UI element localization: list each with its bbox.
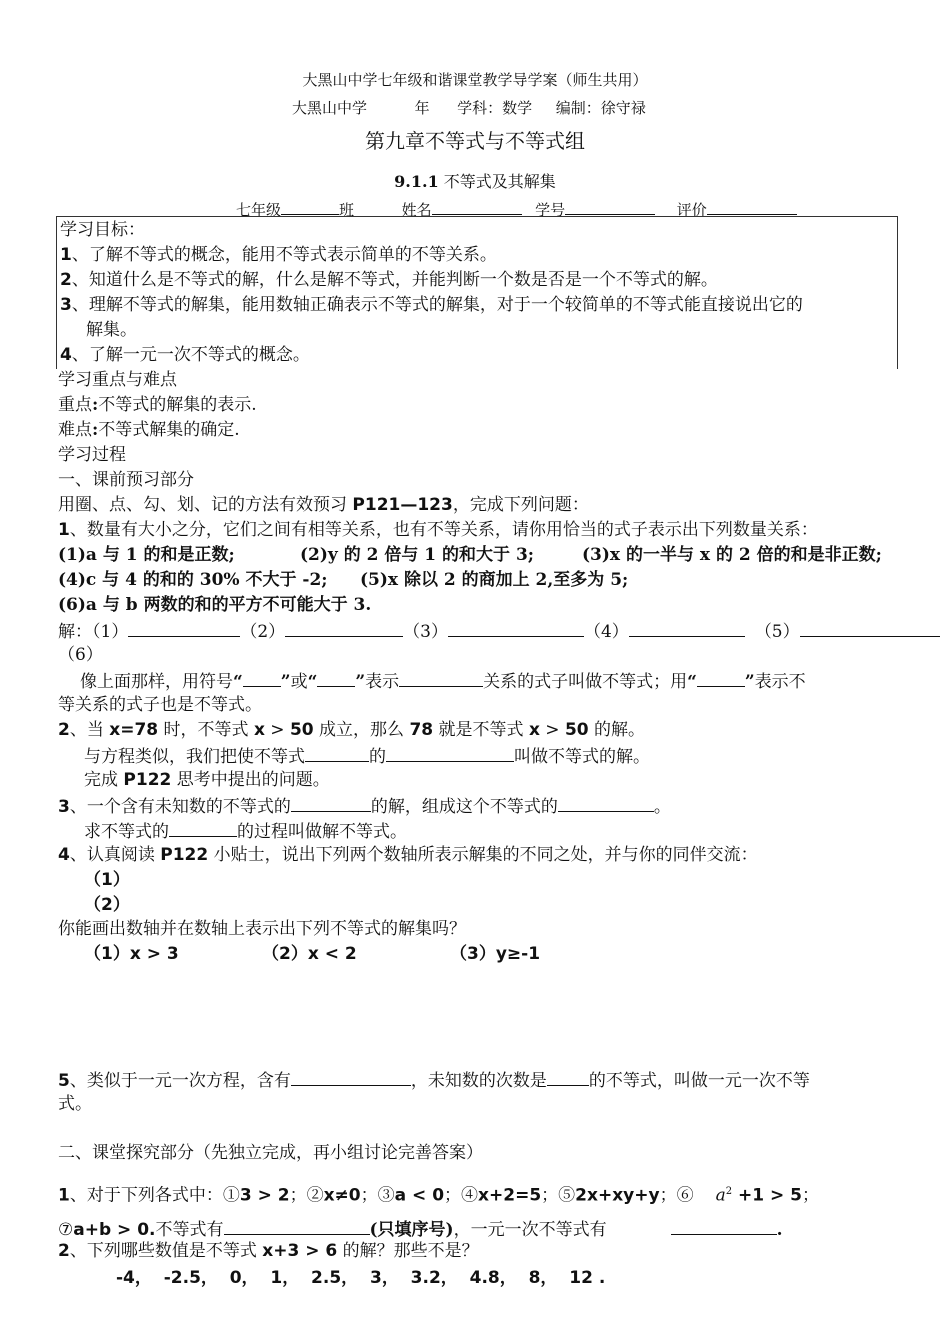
symbol-blank[interactable]	[317, 669, 355, 687]
q4-sub-2: （2）	[84, 895, 130, 915]
objective-item-continued: 解集。	[86, 320, 137, 340]
objective-item: 4、了解一元一次不等式的概念。	[60, 345, 310, 365]
q1-item: (2)y 的 2 倍与 1 的和大于 3;	[300, 545, 535, 565]
q4-inequality: （1）x > 3	[84, 944, 179, 964]
chapter-title: 第九章不等式与不等式组	[365, 129, 585, 153]
school-name: 大黑山中学	[292, 99, 368, 117]
header-title: 大黑山中学七年级和谐课堂教学导学案（师生共用）	[302, 71, 648, 89]
year-label: 年	[414, 99, 430, 117]
eval-blank[interactable]	[707, 197, 797, 215]
question-1: 1、数量有大小之分，它们之间有相等关系，也有不等关系，请你用恰当的式子表示出下列数量关系：	[58, 520, 818, 540]
fill-blank[interactable]	[291, 794, 371, 812]
q5-line-2: 式。	[58, 1094, 92, 1114]
q1-item: (6)a 与 b 两数的和的平方不可能大于 3.	[58, 595, 372, 615]
q1-item: (1)a 与 1 的和是正数;	[58, 545, 235, 565]
editor-label: 编制：徐守禄	[555, 99, 646, 117]
objective-item: 2、知道什么是不等式的解，什么是解不等式，并能判断一个数是否是一个不等式的解。	[60, 270, 718, 290]
fill-blank[interactable]	[224, 1217, 370, 1235]
section-name: 不等式及其解集	[438, 172, 556, 191]
section-title	[0, 171, 950, 193]
q4-sub-1: （1）	[84, 870, 130, 890]
fill-blank[interactable]	[386, 744, 514, 762]
q1-item: (5)x 除以 2 的商加上 2,至多为 5;	[360, 570, 629, 590]
candidate-values: -4， -2.5， 0， 1， 2.5， 3， 3.2， 4.8， 8， 12 .	[116, 1268, 606, 1288]
q2-line-2: 与方程类似，我们把使不等式 的 叫做不等式的解。	[84, 744, 650, 768]
q1-item: (3)x 的一半与 x 的 2 倍的和是非正数;	[582, 545, 882, 565]
subject-label: 学科：数学	[457, 99, 533, 117]
symbol-blank[interactable]	[697, 669, 745, 687]
q4-inequality: （2）x < 2	[262, 944, 357, 964]
process-title: 学习过程	[58, 445, 126, 465]
eval-label: 评价	[676, 201, 707, 219]
key-point: 重点:不等式的解集的表示.	[58, 395, 257, 415]
preview-instruction: 用圈、点、勾、划、记的方法有效预习 P121—123，完成下列问题：	[58, 495, 589, 515]
answer-row: 解：（1） （2） （3） （4） （5）	[58, 619, 940, 643]
fill-blank[interactable]	[558, 794, 654, 812]
question-5: 5、类似于一元一次方程，含有 ，未知数的次数是 的不等式，叫做一元一次不等	[58, 1068, 810, 1092]
q4-inequality: （3）y≥-1	[450, 944, 541, 964]
objectives-title: 学习目标：	[60, 220, 145, 240]
q1-item: (4)c 与 4 的和的 30% 不大于 -2;	[58, 570, 328, 590]
fill-blank[interactable]	[291, 1068, 411, 1086]
key-points-title: 学习重点与难点	[58, 370, 177, 390]
name-label: 姓名	[401, 201, 432, 219]
name-blank[interactable]	[432, 197, 522, 215]
answer-row-6: （6）	[58, 645, 103, 665]
symbol-blank[interactable]	[243, 669, 281, 687]
objective-item: 3、理解不等式的解集，能用数轴正确表示不等式的解集，对于一个较简单的不等式能直接说出它的	[60, 295, 803, 315]
fill-blank[interactable]	[547, 1068, 589, 1086]
part2-title: 二、课堂探究部分（先独立完成，再小组讨论完善答案）	[58, 1143, 483, 1163]
answer-blank[interactable]	[128, 619, 240, 637]
question-3: 3、一个含有未知数的不等式的 的解，组成这个不等式的 。	[58, 794, 671, 818]
class-label: 班	[339, 201, 355, 219]
fill-blank[interactable]	[305, 744, 369, 762]
header-info	[292, 97, 646, 119]
fill-blank[interactable]	[169, 819, 237, 837]
part2-question-2: 2、下列哪些数值是不等式 x+3 > 6 的解？那些不是？	[58, 1241, 479, 1261]
id-label: 学号	[535, 201, 566, 219]
q4-prompt: 你能画出数轴并在数轴上表示出下列不等式的解集吗？	[58, 919, 466, 939]
part2-question-1-line-2: ⑦a+b > 0.不等式有 (只填序号)，一元一次不等式有 .	[58, 1217, 783, 1241]
objective-item: 1、了解不等式的概念，能用不等式表示简单的不等关系。	[60, 245, 497, 265]
question-2: 2、当 x=78 时，不等式 x > 50 成立，那么 78 就是不等式 x > 50 的解。	[58, 720, 646, 740]
question-4: 4、认真阅读 P122 小贴士，说出下列两个数轴所表示解集的不同之处，并与你的同伴交流：	[58, 845, 758, 865]
grade-label: 七年级	[236, 201, 282, 219]
q2-line-3: 完成 P122 思考中提出的问题。	[84, 770, 330, 790]
difficult-point: 难点:不等式解集的确定.	[58, 420, 240, 440]
q3-line-2: 求不等式的 的过程叫做解不等式。	[84, 819, 407, 843]
answer-blank[interactable]	[800, 619, 940, 637]
id-blank[interactable]	[565, 197, 655, 215]
definition-line: 像上面那样，用符号“ ”或“ ”表示 关系的式子叫做不等式；用“ ”表示不	[80, 669, 806, 693]
answer-blank[interactable]	[629, 619, 745, 637]
fill-blank[interactable]	[671, 1217, 777, 1235]
section-number: 9.1.1	[394, 172, 439, 191]
part2-question-1: 1、对于下列各式中：①3 > 2；②x≠0；③a < 0；④x+2=5；⑤2x+xy+y；⑥ $a^2 +1 > 5$；	[58, 1185, 819, 1206]
relation-blank[interactable]	[399, 669, 483, 687]
answer-blank[interactable]	[285, 619, 403, 637]
definition-line-2: 等关系的式子也是不等式。	[58, 695, 262, 715]
answer-blank[interactable]	[448, 619, 584, 637]
part1-title: 一、课前预习部分	[58, 470, 194, 490]
class-blank[interactable]	[281, 197, 339, 215]
